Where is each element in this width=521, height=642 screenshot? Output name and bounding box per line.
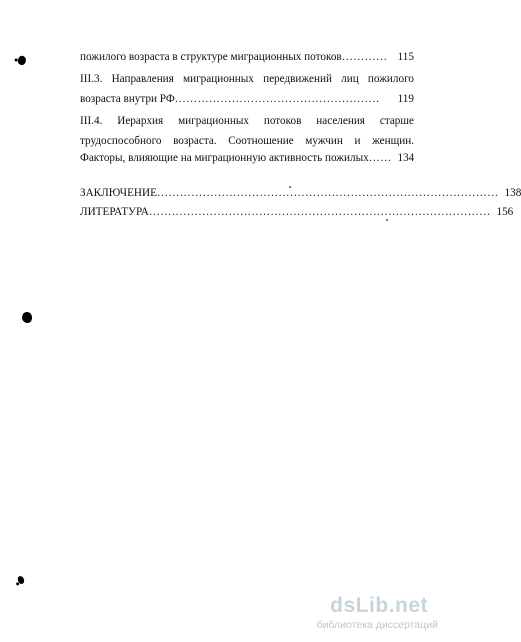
scan-mark-top <box>16 55 27 67</box>
watermark <box>290 594 440 634</box>
toc-leader-dots: ……………………………………………………………………………… <box>156 187 499 199</box>
toc-entry-text: ЛИТЕРАТУРА <box>80 206 149 218</box>
watermark-logo: dsLib.net <box>330 594 428 617</box>
toc-entry-literature <box>80 205 514 219</box>
toc-entry-text: ЗАКЛЮЧЕНИЕ <box>80 187 157 199</box>
scan-mark-middle <box>22 312 32 323</box>
toc-entry-text: Факторы, влияющие на миграционную активность пожилых <box>80 152 369 164</box>
toc-leader-dots: ……………………………………………………………………………… <box>148 206 491 218</box>
toc-entry-line <box>80 50 414 64</box>
toc-entry-conclusion <box>80 186 521 200</box>
toc-page-number: 138 <box>504 187 521 199</box>
toc-leader-dots: ……………………………………………… <box>174 93 380 105</box>
toc-entry-line <box>80 92 414 106</box>
toc-leader-dots: …… <box>368 152 392 164</box>
scan-mark-bottom <box>17 575 25 585</box>
toc-leader-dots: ………… <box>341 51 388 63</box>
toc-entry-line: III.3. Направления миграционных передвижений лиц пожилого <box>80 73 414 85</box>
toc-page-number: 115 <box>397 51 414 63</box>
toc-page-number: 119 <box>397 93 414 105</box>
toc-page-number: 134 <box>397 152 415 164</box>
toc-entry-line <box>80 151 414 165</box>
toc-entry-line: III.4. Иерархия миграционных потоков населения старше <box>80 115 414 127</box>
toc-page-number: 156 <box>496 206 514 218</box>
toc-entry-text: пожилого возраста в структуре миграционных потоков <box>80 51 342 63</box>
watermark-subtitle: библиотека диссертаций <box>316 619 438 631</box>
toc-entry-text: возраста внутри РФ <box>80 93 175 105</box>
scan-speck <box>386 219 388 221</box>
toc-entry-line: трудоспособного возраста. Соотношение мужчин и женщин. <box>80 135 414 147</box>
